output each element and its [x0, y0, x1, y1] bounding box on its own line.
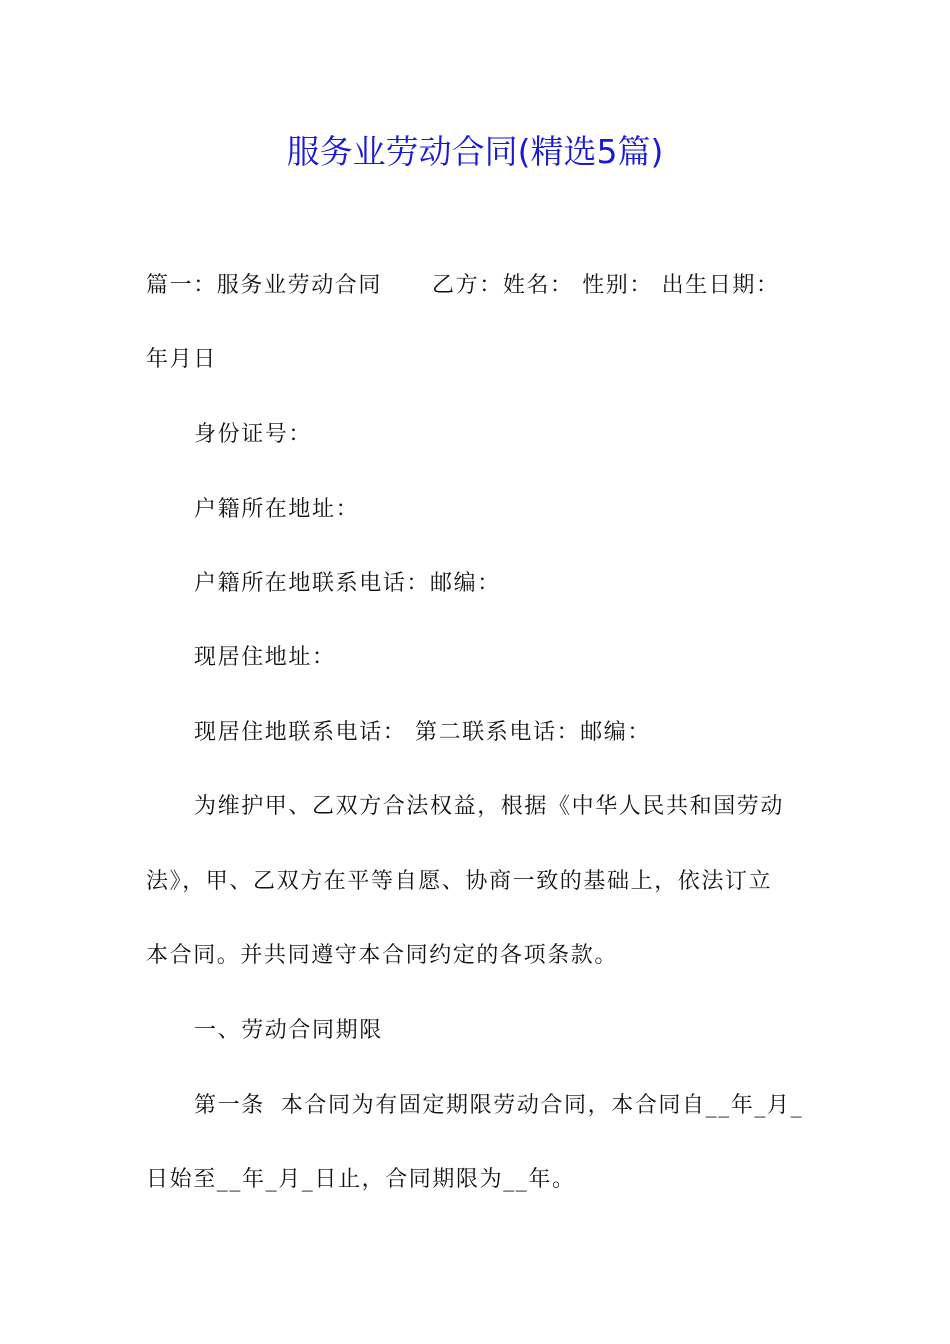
article-1-line-2: 日始至__年_月_日止，合同期限为__年。 — [146, 1167, 576, 1192]
header-line — [146, 270, 780, 302]
current-address-field: 现居住地址： — [194, 645, 336, 670]
preamble-line-3: 本合同。并共同遵守本合同约定的各项条款。 — [146, 943, 619, 968]
article-1-text: 本合同为有固定期限劳动合同，本合同自__年_月_ — [280, 1093, 804, 1118]
id-number-field: 身份证号： — [194, 422, 313, 447]
document-title: 服务业劳动合同(精选5篇) — [286, 132, 664, 171]
household-address-field: 户籍所在地址： — [194, 497, 360, 522]
section-heading: 一、劳动合同期限 — [194, 1018, 383, 1043]
article-1-line-1 — [194, 1090, 803, 1122]
current-phone-field: 现居住地联系电话： 第二联系电话：邮编： — [194, 720, 651, 745]
household-phone-field: 户籍所在地联系电话：邮编： — [194, 571, 501, 596]
preamble-line-1: 为维护甲、乙双方合法权益，根据《中华人民共和国劳动 — [194, 794, 785, 819]
chapter-label: 篇一：服务业劳动合同 — [146, 273, 383, 298]
article-1-label: 第一条 — [194, 1093, 265, 1118]
preamble-line-2: 法》，甲、乙双方在平等自愿、协商一致的基础上，依法订立 — [146, 869, 773, 894]
birth-date-suffix: 年月日 — [146, 347, 217, 372]
party-b-fields: 乙方：姓名： 性别： 出生日期： — [432, 273, 780, 298]
